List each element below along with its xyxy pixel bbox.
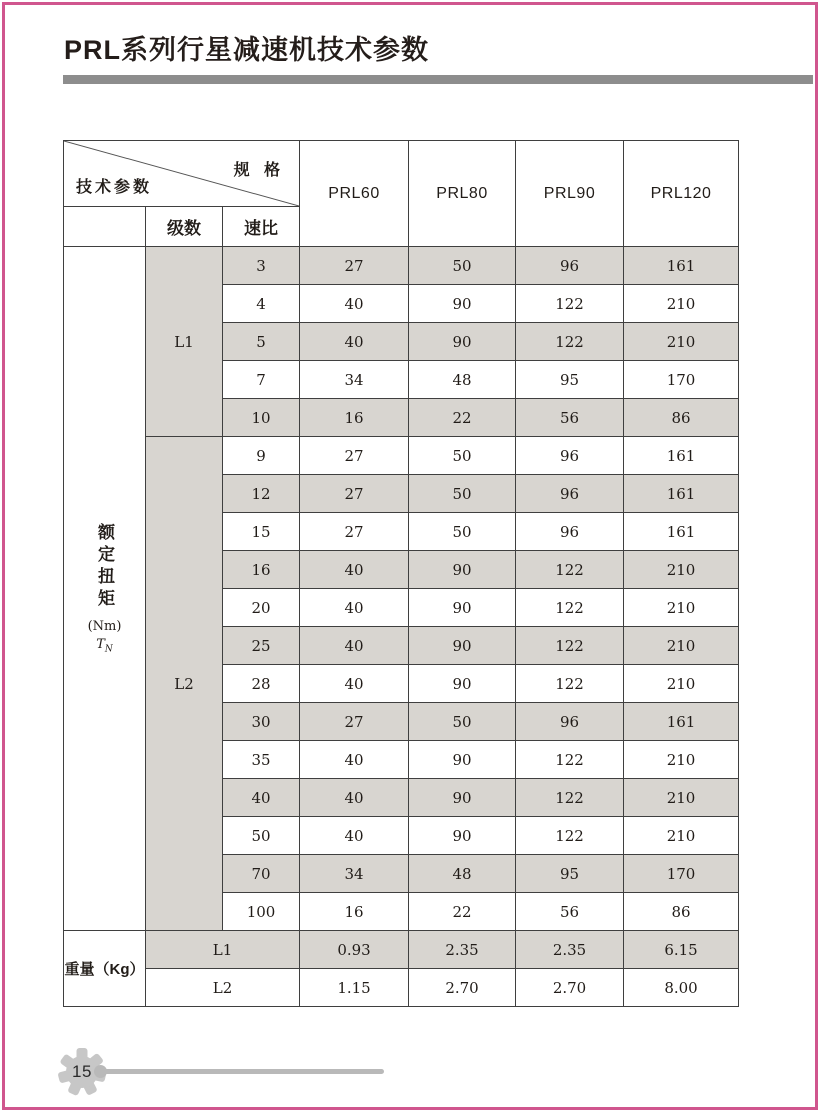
table-body [64,247,739,1007]
value-cell: 86 [624,399,739,437]
weight-value-cell: 2.70 [409,969,516,1007]
weight-stage-cell: L1 [146,931,300,969]
value-cell: 40 [300,665,409,703]
value-cell: 122 [516,323,624,361]
ratio-cell: 30 [223,703,300,741]
weight-value-cell: 1.15 [300,969,409,1007]
value-cell: 122 [516,741,624,779]
value-cell: 95 [516,855,624,893]
value-cell: 90 [409,589,516,627]
weight-stage-cell: L2 [146,969,300,1007]
value-cell: 90 [409,285,516,323]
torque-label-chars: 额定扭矩 [95,522,114,611]
ratio-cell: 9 [223,437,300,475]
value-cell: 90 [409,817,516,855]
column-header-prl120: PRL120 [624,141,739,247]
footer-rule-line [101,1069,384,1074]
torque-label [64,523,145,655]
value-cell: 210 [624,323,739,361]
weight-value-cell: 6.15 [624,931,739,969]
value-cell: 22 [409,893,516,931]
value-cell: 50 [409,475,516,513]
column-header-prl80: PRL80 [409,141,516,247]
value-cell: 210 [624,551,739,589]
value-cell: 34 [300,361,409,399]
header-row-1 [64,141,739,207]
value-cell: 170 [624,361,739,399]
value-cell: 161 [624,513,739,551]
torque-label-unit: (Nm) [87,618,122,634]
value-cell: 48 [409,361,516,399]
value-cell: 96 [516,475,624,513]
weight-label-cell: 重量（Kg） [64,931,146,1007]
value-cell: 161 [624,703,739,741]
value-cell: 50 [409,247,516,285]
ratio-cell: 12 [223,475,300,513]
stage-cell: L1 [146,247,223,437]
torque-row [64,247,739,285]
value-cell: 161 [624,437,739,475]
value-cell: 90 [409,627,516,665]
corner-label-params: 技术参数 [76,179,153,196]
stage-cell: L2 [146,437,223,931]
blank-header-cell [64,207,146,247]
column-header-prl90: PRL90 [516,141,624,247]
value-cell: 161 [624,475,739,513]
value-cell: 210 [624,589,739,627]
title-underline-bar [63,75,813,84]
value-cell: 40 [300,551,409,589]
ratio-cell: 100 [223,893,300,931]
value-cell: 40 [300,323,409,361]
value-cell: 40 [300,779,409,817]
value-cell: 210 [624,817,739,855]
value-cell: 50 [409,513,516,551]
value-cell: 48 [409,855,516,893]
ratio-cell: 35 [223,741,300,779]
value-cell: 161 [624,247,739,285]
value-cell: 22 [409,399,516,437]
weight-row [64,969,739,1007]
value-cell: 95 [516,361,624,399]
ratio-cell: 28 [223,665,300,703]
value-cell: 122 [516,589,624,627]
torque-symbol: $T_N$ [96,636,113,655]
stage-header-cell: 级数 [146,207,223,247]
value-cell: 27 [300,437,409,475]
value-cell: 210 [624,627,739,665]
ratio-cell: 40 [223,779,300,817]
value-cell: 96 [516,437,624,475]
value-cell: 86 [624,893,739,931]
value-cell: 122 [516,665,624,703]
value-cell: 210 [624,741,739,779]
value-cell: 27 [300,475,409,513]
ratio-cell: 15 [223,513,300,551]
ratio-cell: 5 [223,323,300,361]
value-cell: 170 [624,855,739,893]
value-cell: 90 [409,741,516,779]
value-cell: 40 [300,589,409,627]
corner-label-spec: 规 格 [233,162,286,179]
weight-value-cell: 0.93 [300,931,409,969]
ratio-cell: 16 [223,551,300,589]
value-cell: 210 [624,285,739,323]
value-cell: 27 [300,703,409,741]
value-cell: 40 [300,285,409,323]
ratio-cell: 50 [223,817,300,855]
value-cell: 122 [516,285,624,323]
value-cell: 56 [516,399,624,437]
weight-value-cell: 2.35 [516,931,624,969]
value-cell: 40 [300,817,409,855]
ratio-cell: 4 [223,285,300,323]
weight-value-cell: 2.35 [409,931,516,969]
value-cell: 122 [516,817,624,855]
value-cell: 210 [624,779,739,817]
ratio-header-cell: 速比 [223,207,300,247]
value-cell: 56 [516,893,624,931]
ratio-cell: 7 [223,361,300,399]
corner-header-cell [64,141,300,207]
weight-value-cell: 8.00 [624,969,739,1007]
value-cell: 27 [300,513,409,551]
torque-label-cell [64,247,146,931]
value-cell: 27 [300,247,409,285]
torque-row [64,437,739,475]
value-cell: 122 [516,779,624,817]
ratio-cell: 70 [223,855,300,893]
value-cell: 16 [300,399,409,437]
value-cell: 90 [409,665,516,703]
value-cell: 40 [300,627,409,665]
value-cell: 16 [300,893,409,931]
value-cell: 90 [409,551,516,589]
value-cell: 50 [409,437,516,475]
ratio-cell: 25 [223,627,300,665]
value-cell: 96 [516,703,624,741]
value-cell: 122 [516,551,624,589]
value-cell: 90 [409,779,516,817]
page-title: PRL系列行星减速机技术参数 [64,35,429,65]
spec-table [63,140,739,1007]
value-cell: 96 [516,513,624,551]
value-cell: 50 [409,703,516,741]
value-cell: 210 [624,665,739,703]
weight-row [64,931,739,969]
value-cell: 122 [516,627,624,665]
column-header-prl60: PRL60 [300,141,409,247]
ratio-cell: 3 [223,247,300,285]
page-number: 15 [72,1062,92,1081]
value-cell: 34 [300,855,409,893]
value-cell: 40 [300,741,409,779]
value-cell: 96 [516,247,624,285]
ratio-cell: 20 [223,589,300,627]
value-cell: 90 [409,323,516,361]
weight-value-cell: 2.70 [516,969,624,1007]
ratio-cell: 10 [223,399,300,437]
